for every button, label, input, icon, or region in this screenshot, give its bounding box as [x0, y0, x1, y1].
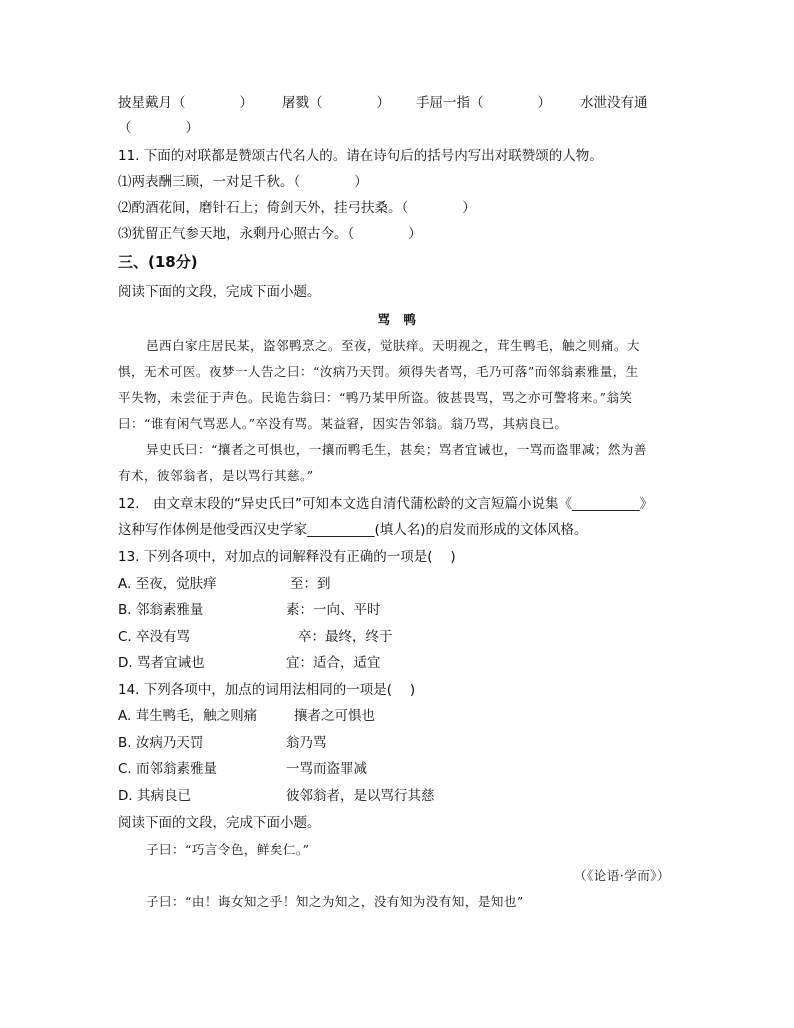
q13-option-d: D. 骂者宜诫也: [118, 655, 205, 671]
q14-option-b-pair: 翁乃骂: [286, 735, 327, 751]
section-instruction: 阅读下面的文段，完成下面小题。: [118, 284, 321, 300]
q12-line-2: 这种写作体例是他受西汉史学家__________(填人名)的启发而形成的文体风格。: [118, 522, 588, 538]
q10-item-1: 披星戴月（ ）: [118, 95, 253, 111]
q14-option-d: D. 其病良已: [118, 788, 191, 804]
comment-line-2: 有术，彼邻翁者，是以骂行其慈。”: [118, 468, 314, 483]
q13-stem: 13. 下列各项中，对加点的词解释没有正确的一项是( ): [118, 549, 456, 565]
q11-item-1: ⑴两表酬三顾，一对足千秋。（ ）: [118, 174, 368, 190]
q13-option-b-gloss: 素：一向、平时: [286, 602, 381, 618]
passage-line-2: 惧，无术可医。夜梦一人告之曰：“汝病乃天罚。须得失者骂，毛乃可落”而邻翁素雅量，生: [118, 364, 639, 379]
q10-item-2: 屠戮（ ）: [282, 95, 390, 111]
passage-title: 骂 鸭: [377, 312, 417, 327]
q10-item-4-paren: （ ）: [118, 120, 199, 136]
q13-option-c: C. 卒没有骂: [118, 629, 191, 645]
quote-2: 子曰：“由！诲女知之乎！知之为知之，没有知为没有知，是知也”: [146, 894, 524, 909]
comment-line-1: 异史氏曰：“攘者之可惧也，一攘而鸭毛生，甚矣；骂者宜诫也，一骂而盗罪减；然为善: [146, 442, 647, 457]
q13-option-a: A. 至夜，觉肤痒: [118, 576, 217, 592]
section-heading: 三、(18分): [118, 253, 198, 271]
passage-line-3: 平失物，未尝征于声色。民诡告翁曰：“鸭乃某甲所盗。彼甚畏骂，骂之亦可警将来。”翁笑: [118, 390, 633, 405]
passage-line-4: 曰：“谁有闲气骂恶人。”卒没有骂。某益窘，因实告邻翁。翁乃骂，其病良已。: [118, 416, 568, 431]
q12-line-1: 12. 由文章末段的“异史氏曰”可知本文选自清代蒲松龄的文言短篇小说集《__________》: [118, 496, 653, 512]
q14-stem: 14. 下列各项中，加点的词用法相同的一项是( ): [118, 682, 416, 698]
q13-option-d-gloss: 宜：适合，适宜: [286, 655, 381, 671]
quote-1: 子曰：“巧言令色，鲜矣仁。”: [146, 842, 310, 857]
q11-item-2: ⑵酌酒花间，磨针石上；倚剑天外，挂弓扶桑。（ ）: [118, 200, 476, 216]
q14-option-c-pair: 一骂而盗罪减: [286, 761, 367, 777]
q14-option-a: A. 茸生鸭毛，触之则痛: [118, 708, 258, 724]
q13-option-b: B. 邻翁素雅量: [118, 602, 204, 618]
q11-stem: 11. 下面的对联都是赞颂古代名人的。请在诗句后的括号内写出对联赞颂的人物。: [118, 148, 603, 164]
q13-option-c-gloss: 卒：最终，终于: [298, 629, 393, 645]
q14-option-c: C. 而邻翁素雅量: [118, 761, 218, 777]
q10-item-3: 手屈一指（ ）: [416, 95, 551, 111]
q13-option-a-gloss: 至：到: [290, 576, 331, 592]
q11-item-3: ⑶犹留正气参天地，永剩丹心照古今。（ ）: [118, 226, 422, 242]
q14-option-a-pair: 攘者之可惧也: [294, 708, 375, 724]
section4-instruction: 阅读下面的文段，完成下面小题。: [118, 815, 321, 831]
passage-line-1: 邑西白家庄居民某，盗邻鸭烹之。至夜，觉肤痒。天明视之，茸生鸭毛，触之则痛。大: [146, 338, 641, 353]
quote-1-source: （《论语·学而》）: [574, 868, 670, 883]
q10-item-4: 水泄没有通: [580, 95, 648, 111]
q14-option-b: B. 汝病乃天罚: [118, 735, 204, 751]
q14-option-d-pair: 彼邻翁者，是以骂行其慈: [286, 788, 435, 804]
